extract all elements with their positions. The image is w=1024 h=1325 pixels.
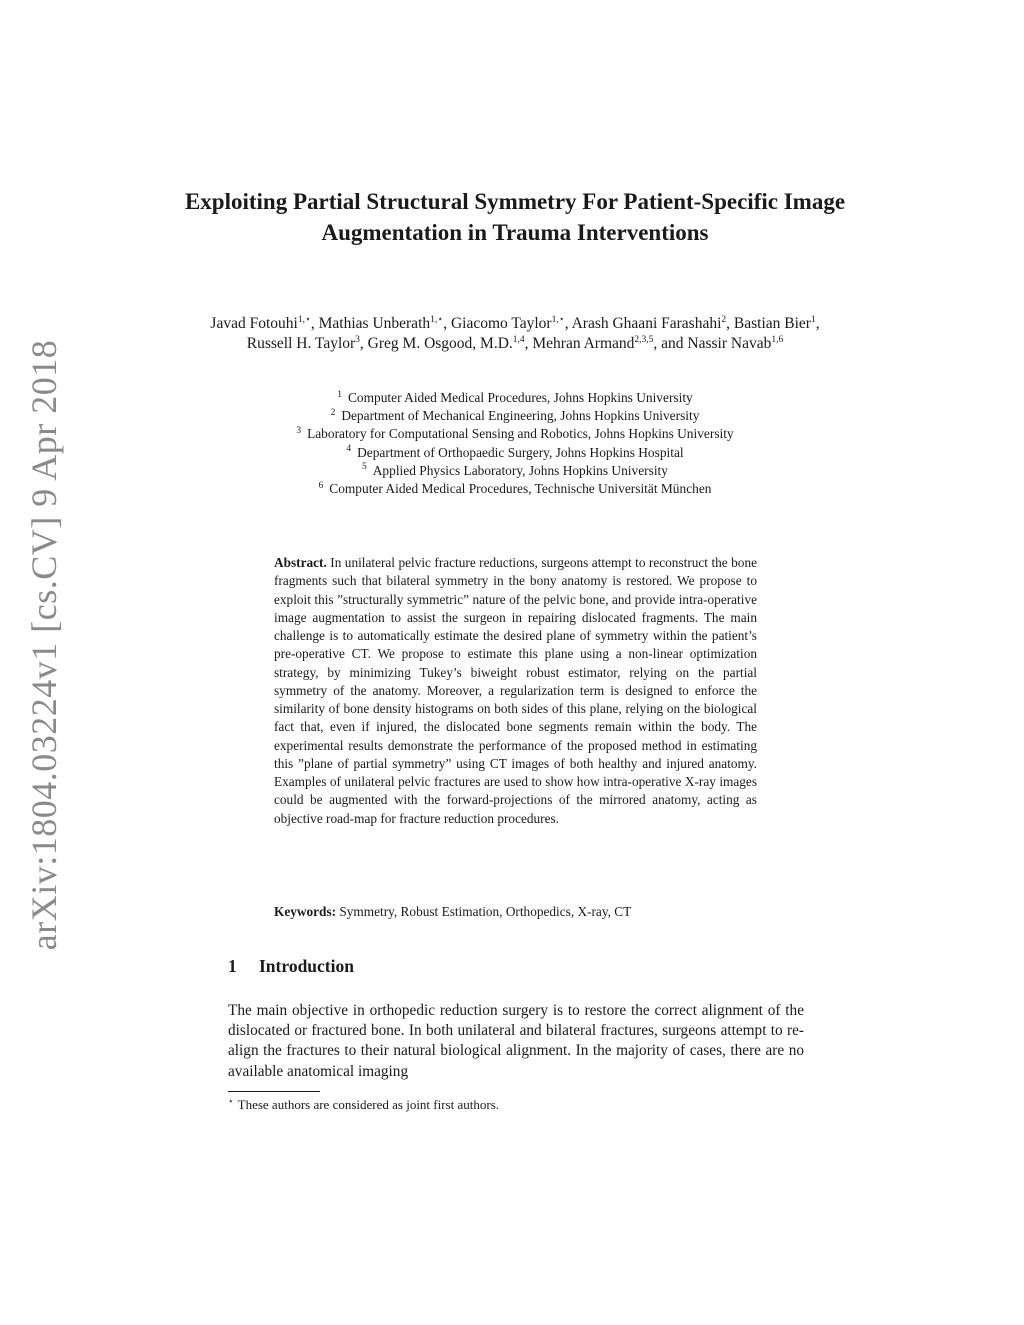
paper-title: Exploiting Partial Structural Symmetry For Patient-Specific Image Augmentation in Trauma Interventions: [184, 189, 846, 245]
author-separator: ,: [726, 315, 734, 332]
affiliation-number: 6: [318, 480, 324, 491]
author-name: Giacomo Taylor: [450, 315, 552, 332]
footnote-text: These authors are considered as joint first authors.: [237, 1097, 500, 1112]
introduction-paragraph: The main objective in orthopedic reduction surgery is to restore the correct alignment of the dislocated or fractured bone. In both unilateral and bilateral fractures, surgeons attempt to re-align the fractures to their natural biological alignment. In the majority of cases, there are no available anatomical imaging: [228, 1002, 804, 1080]
arxiv-identifier-stamp: arXiv:1804.03224v1 [cs.CV] 9 Apr 2018: [24, 339, 64, 951]
author-affiliation-mark: 1,⋆: [430, 314, 444, 325]
author-name: Russell H. Taylor: [246, 335, 356, 352]
abstract-label: Abstract.: [274, 555, 327, 570]
affiliation-number: 3: [296, 425, 302, 436]
author-name: Bastian Bier: [733, 315, 811, 332]
author-separator: , and: [653, 335, 688, 352]
affiliation-list: [190, 389, 840, 498]
author-affiliation-mark: 1,4: [512, 334, 525, 345]
author-separator: ,: [564, 315, 572, 332]
affiliation-text: Department of Orthopaedic Surgery, Johns Hopkins Hospital: [357, 444, 684, 460]
abstract: [274, 554, 757, 828]
keywords: [274, 903, 757, 921]
author-name: Mathias Unberath: [318, 315, 431, 332]
affiliation-text: Applied Physics Laboratory, Johns Hopkins University: [372, 462, 668, 478]
affiliation-text: Computer Aided Medical Procedures, Technische Universität München: [329, 481, 712, 497]
section-number: 1: [228, 956, 237, 976]
author-name: Nassir Navab: [687, 335, 772, 352]
author-affiliation-mark: 2: [721, 314, 727, 325]
author-separator: ,: [310, 315, 319, 332]
section-title: Introduction: [259, 956, 354, 976]
affiliation-line: [190, 407, 840, 425]
author-separator: ,: [524, 335, 533, 352]
abstract-text: In unilateral pelvic fracture reductions, surgeons attempt to reconstruct the bone fragments such that bilateral symmetry in the bony anatomy is restored. We propose to exploit this ”structurally symmetric” nature of the pelvic bone, and provide intra-operative image augmentation to assist the surgeon in repairing dislocated fragments. The main challenge is to automatically estimate the desired plane of symmetry within the patient’s pre-operative CT. We propose to estimate this plane using a non-linear optimization strategy, by minimizing Tukey’s biweight robust estimator, relying on the partial symmetry of the anatomy. Moreover, a regularization term is designed to enforce the similarity of bone density histograms on both sides of this plane, relying on the biological fact that, even if injured, the dislocated bone segments remain within the body. The experimental results demonstrate the performance of the proposed method in estimating this ”plane of partial symmetry” using CT images of both healthy and injured anatomy. Examples of unilateral pelvic fractures are used to show how intra-operative X-ray images could be augmented with the forward-projections of the mirrored anatomy, acting as objective road-map for fracture reduction procedures.: [274, 555, 757, 826]
author-name: Greg M. Osgood, M.D.: [367, 335, 513, 352]
affiliation-number: 4: [346, 444, 352, 455]
section-heading: [228, 956, 354, 977]
affiliation-number: 2: [330, 407, 336, 418]
author-name: Javad Fotouhi: [210, 315, 298, 332]
author-name: Mehran Armand: [532, 335, 635, 352]
keywords-text: Symmetry, Robust Estimation, Orthopedics, X-ray, CT: [339, 904, 632, 919]
affiliation-text: Laboratory for Computational Sensing and Robotics, Johns Hopkins University: [307, 426, 734, 442]
author-name: Arash Ghaani Farashahi: [571, 315, 722, 332]
author-affiliation-mark: 2,3,5: [634, 334, 654, 345]
affiliation-text: Department of Mechanical Engineering, Johns Hopkins University: [341, 408, 700, 424]
affiliation-line: [190, 462, 840, 480]
affiliation-text: Computer Aided Medical Procedures, Johns Hopkins University: [347, 390, 693, 405]
affiliation-line: [190, 480, 840, 498]
affiliation-line: [190, 425, 840, 443]
author-affiliation-mark: 1,6: [771, 334, 784, 345]
affiliation-number: 5: [362, 462, 367, 473]
footnote: [228, 1096, 499, 1113]
author-affiliation-mark: 1,⋆: [297, 314, 311, 325]
keywords-label: Keywords:: [274, 904, 337, 919]
author-list: [190, 314, 840, 354]
footnote-divider: [228, 1091, 320, 1092]
footnote-mark: ⋆: [228, 1095, 234, 1106]
author-affiliation-mark: 3: [355, 334, 360, 345]
author-affiliation-mark: 1: [810, 314, 816, 325]
author-separator: ,: [443, 315, 451, 332]
author-separator: ,: [815, 315, 820, 332]
author-affiliation-mark: 1,⋆: [551, 314, 565, 325]
affiliation-line: [190, 444, 840, 462]
author-separator: ,: [359, 335, 368, 352]
affiliation-number: 1: [337, 389, 342, 400]
affiliation-line: [190, 389, 840, 407]
